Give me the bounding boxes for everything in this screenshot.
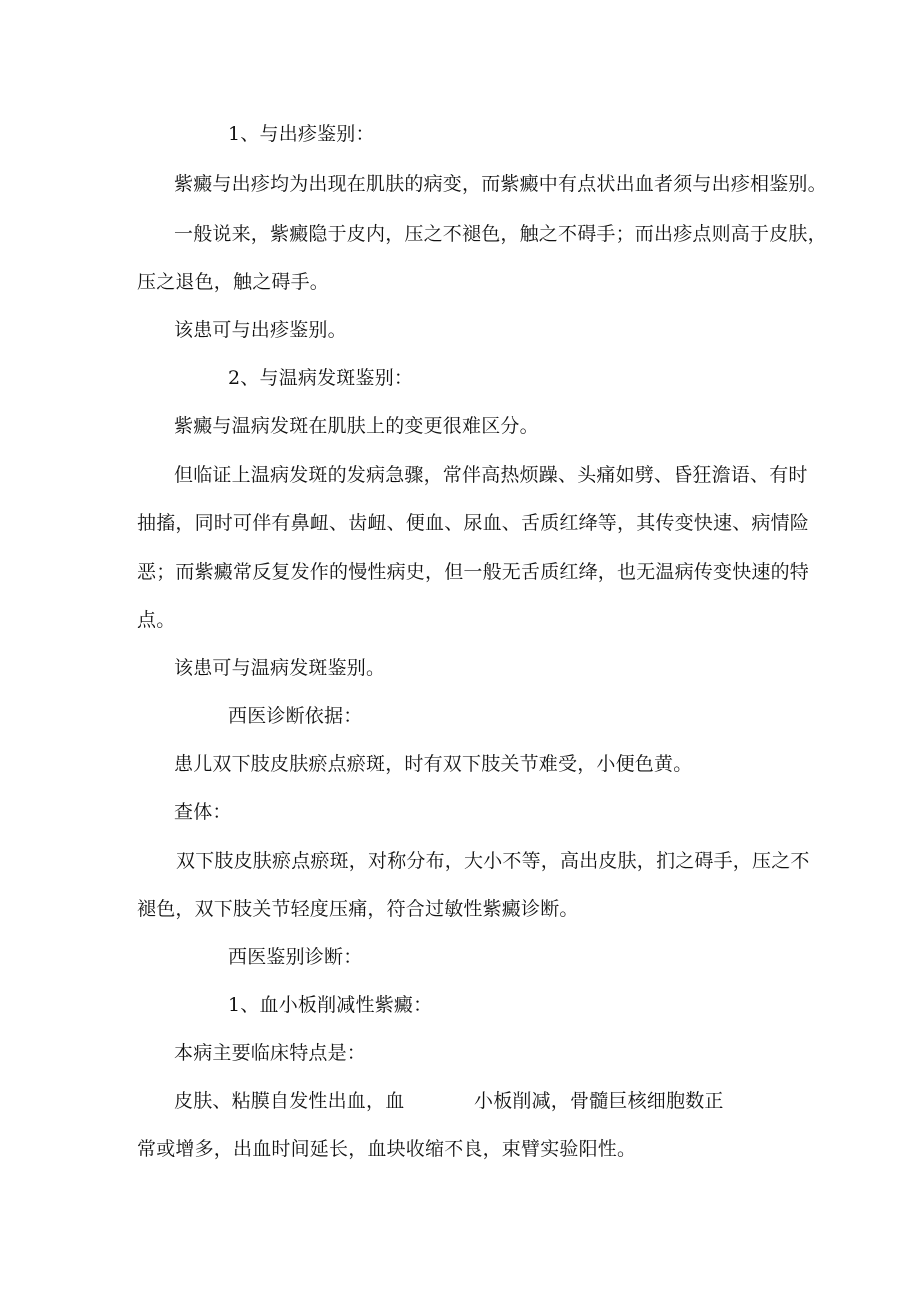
paragraph-line: 查体： [174,801,232,823]
paragraph-line: 双下肢皮肤瘀点瘀斑，对称分布，大小不等，高出皮肤，扪之碍手，压之不 [176,850,810,872]
section-heading: 西医鉴别诊断： [228,946,363,968]
section-heading: 西医诊断依据： [228,705,363,727]
paragraph-line: 褪色，双下肢关节轻度压痛，符合过敏性紫癜诊断。 [137,898,579,920]
paragraph-line: 点。 [137,609,176,631]
paragraph-line: 该患可与温病发斑鉴别。 [174,657,386,679]
paragraph-line: 本病主要临床特点是： [174,1042,367,1064]
paragraph-line: 恶；而紫癜常反复发作的慢性病史，但一般无舌质红绛，也无温病传变快速的特 [137,561,810,583]
section-heading: 1、血小板削减性紫癜： [228,994,433,1016]
paragraph-line: 皮肤、粘膜自发性出血，血 [174,1090,405,1112]
paragraph-line: 常或增多，出血时间延长，血块收缩不良，束臂实验阳性。 [137,1138,637,1160]
paragraph-line: 该患可与出疹鉴别。 [174,319,347,341]
paragraph-line: 小板削减，骨髓巨核细胞数正 [474,1090,724,1112]
paragraph-line: 患儿双下肢皮肤瘀点瘀斑，时有双下肢关节难受，小便色黄。 [174,753,693,775]
paragraph-line: 压之退色，触之碍手。 [137,271,330,293]
section-heading: 1、与出疹鉴别： [228,123,375,145]
paragraph-line: 一般说来，紫癜隐于皮内，压之不褪色，触之不碍手；而出疹点则高于皮肤， [174,223,827,245]
paragraph-line: 抽搐，同时可伴有鼻衄、齿衄、便血、尿血、舌质红绛等，其传变快速、病情险 [137,512,810,534]
paragraph-line: 紫癜与温病发斑在肌肤上的变更很难区分。 [174,415,539,437]
paragraph-line: 紫癜与出疹均为出现在肌肤的病变，而紫癜中有点状出血者须与出疹相鉴别。 [174,173,827,195]
section-heading: 2、与温病发斑鉴别： [228,367,414,389]
paragraph-line: 但临证上温病发斑的发病急骤，常伴高热烦躁、头痛如劈、昏狂澹语、有时 [174,464,808,486]
